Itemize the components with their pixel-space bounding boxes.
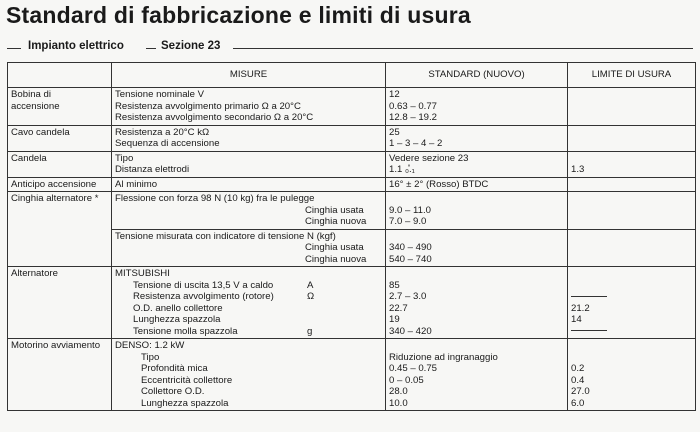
limit-cell [568,177,696,192]
category-cell: Cavo candela [8,125,112,151]
limit-cell [568,192,696,230]
unit-label: Ω [307,291,315,302]
table-row [8,339,696,411]
standard-value: 340 – 420 [389,325,432,337]
measure-cell [112,267,386,339]
spacer [571,280,692,292]
table-row [8,267,696,339]
unit-label: A [307,279,314,291]
standard-value: Riduzione ad ingranaggio [389,351,498,363]
measure-label: Cinghia usata [305,204,364,216]
measure-cell [112,125,386,151]
specs-table [7,62,696,411]
header-category [8,63,112,88]
spacer [571,268,692,280]
measure-label: Tensione nominale V [115,89,205,100]
measure-cell: Al minimo [112,177,386,192]
standard-value: 10.0 [389,397,408,409]
measure-label: Eccentricità collettore [141,374,233,386]
standard-cell [386,88,568,126]
measure-label: Tipo [115,152,134,164]
rule-right [233,48,693,49]
standard-value: 19 [389,314,400,325]
measure-line [115,303,382,315]
measure-label: Sequenza di accensione [115,138,220,149]
category-cell: Alternatore [8,267,112,339]
header-standard: STANDARD (NUOVO) [386,63,568,88]
spacer [389,340,564,352]
rule-mid [146,48,156,49]
table-row [8,125,696,151]
table-row [8,192,696,230]
standard-value: 340 – 490 [389,242,432,253]
measure-label: Resistenza avvolgimento (rotore) [133,291,274,302]
table-row [8,229,696,267]
measure-label: Cinghia usata [305,242,364,253]
standard-value: 540 – 740 [389,253,432,265]
measure-line [115,280,382,292]
measure-line [115,326,382,338]
measure-label: Tensione di uscita 13,5 V a caldo [133,279,274,291]
header-limit: LIMITE DI USURA [568,63,696,88]
standard-cell: 16° ± 2° (Rosso) BTDC [386,177,568,192]
measure-label: Collettore O.D. [141,386,205,397]
limit-cell [568,151,696,177]
section-number: Sezione 23 [161,40,221,52]
rule-left [7,48,21,49]
standard-value: 1 – 3 – 4 – 2 [389,138,443,149]
standard-value: 2.7 – 3.0 [389,291,427,302]
standard-cell [386,125,568,151]
measure-cell [112,88,386,126]
table-row [8,177,696,192]
measure-line [115,314,382,326]
category-cell: Motorino avviamento [8,339,112,411]
limit-value: 1.3 [571,164,585,175]
unit-label: g [307,325,313,337]
category-cell: Anticipo accensione [8,177,112,192]
standard-value: 9.0 – 11.0 [389,204,431,216]
limit-cell [568,339,696,411]
measure-cell [112,229,386,267]
limit-value: 0.2 [571,363,585,374]
category-label: accensione [11,100,60,112]
measure-label: Resistenza avvolgimento primario Ω a 20°C [115,100,301,112]
standard-value: 25 [389,126,400,138]
limit-value: 27.0 [571,386,590,397]
header-measures: MISURE [112,63,386,88]
standard-cell [386,151,568,177]
standard-value: 0.45 – 0.75 [389,363,438,374]
limit-dash [571,326,692,338]
standard-value: 0 – 0.05 [389,374,424,386]
limit-value: 0.4 [571,374,585,386]
brand-label: MITSUBISHI [115,268,170,279]
limit-value: 6.0 [571,397,585,409]
measure-cell [112,192,386,230]
measure-label: Flessione con forza 98 N (10 kg) fra le pulegge [115,193,315,204]
standard-value: 1.1 ₀̊.₁ [389,164,415,175]
brand-label: DENSO: 1.2 kW [115,340,185,351]
measure-label: Resistenza a 20°C kΩ [115,126,210,138]
limit-cell [568,88,696,126]
limit-dash [571,291,692,303]
measure-label: Tensione misurata con indicatore di tensione N (kgf) [115,230,336,242]
measure-cell [112,151,386,177]
spacer [389,268,564,280]
standard-cell [386,339,568,411]
section-heading [0,40,700,56]
measure-label: Tensione molla spazzola [133,325,238,337]
standard-value: Vedere sezione 23 [389,152,469,164]
measure-label: Lunghezza spazzola [133,314,221,325]
table-row [8,151,696,177]
spacer [571,340,692,352]
measure-label: Lunghezza spazzola [141,397,229,409]
standard-value: 85 [389,279,400,291]
standard-value: 12 [389,89,400,100]
category-cell: Candela [8,151,112,177]
category-label: Bobina di [11,89,52,100]
measure-label: Cinghia nuova [305,216,367,227]
measure-label: Cinghia nuova [305,253,367,265]
spacer [571,352,692,364]
measure-label: Distanza elettrodi [115,164,190,175]
section-name: Impianto elettrico [28,40,124,52]
page-title: Standard di fabbricazione e limiti di usura [6,2,471,28]
category-cell [8,88,112,126]
measure-label: Resistenza avvolgimento secondario Ω a 20°C [115,112,314,123]
measure-label: Profondità mica [141,363,208,374]
measure-label: Tipo [141,351,160,363]
category-cell: Cinghia alternatore * [8,192,112,267]
standard-cell [386,229,568,267]
limit-cell [568,229,696,267]
standard-cell [386,192,568,230]
table-row [8,88,696,126]
spacer [389,193,564,205]
limit-cell [568,125,696,151]
standard-value: 28.0 [389,386,408,397]
limit-cell [568,267,696,339]
limit-value [571,153,692,165]
measure-label: O.D. anello collettore [133,302,223,314]
spacer [389,231,564,243]
standard-value: 12.8 – 19.2 [389,112,438,123]
standard-cell [386,267,568,339]
limit-value: 14 [571,314,582,325]
limit-value: 21.2 [571,302,590,314]
standard-value: 0.63 – 0.77 [389,100,438,112]
standard-value: 7.0 – 9.0 [389,216,427,227]
header-row [8,63,696,88]
measure-line [115,291,382,303]
measure-cell [112,339,386,411]
standard-value: 22.7 [389,302,408,314]
